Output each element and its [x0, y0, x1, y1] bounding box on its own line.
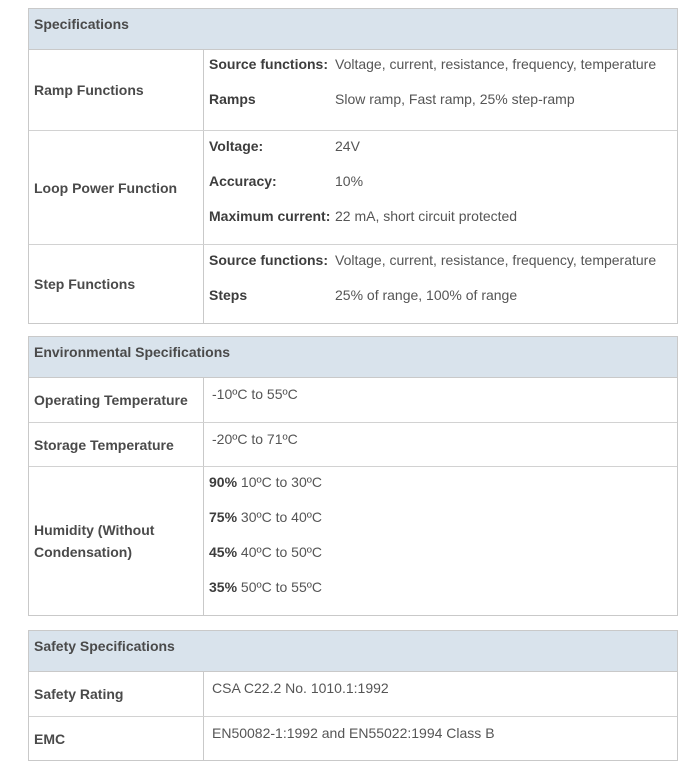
operating-temperature-value: -10ºC to 55ºC — [212, 386, 298, 402]
safety-rating-row — [29, 672, 677, 716]
humidity-line: 35% 50ºC to 55ºC — [209, 579, 322, 595]
loop-accuracy-line: Accuracy: 10% — [209, 173, 364, 189]
row-label: Humidity (Without Condensation) — [29, 467, 204, 615]
humidity-line: 75% 30ºC to 40ºC — [209, 509, 322, 525]
row-label: Step Functions — [29, 245, 204, 323]
row-label: Storage Temperature — [29, 423, 204, 466]
row-label: Operating Temperature — [29, 378, 204, 422]
ramp-functions-row — [29, 50, 677, 130]
humidity-row — [29, 466, 677, 615]
storage-temperature-value: -20ºC to 71ºC — [212, 431, 298, 447]
row-label: Loop Power Function — [29, 131, 204, 244]
loop-power-row — [29, 130, 677, 244]
ramp-source-line: Source functions: Voltage, current, resistance, frequency, temperature — [209, 56, 657, 72]
safety-table — [28, 630, 678, 761]
humidity-line: 90% 10ºC to 30ºC — [209, 474, 322, 490]
environmental-table — [28, 336, 678, 616]
storage-temperature-row — [29, 422, 677, 466]
step-functions-row — [29, 244, 677, 323]
humidity-line: 45% 40ºC to 50ºC — [209, 544, 322, 560]
environmental-header: Environmental Specifications — [29, 337, 677, 378]
loop-voltage-line: Voltage: 24V — [209, 138, 360, 154]
step-source-line: Source functions: Voltage, current, resistance, frequency, temperature — [209, 252, 657, 268]
emc-value: EN50082-1:1992 and EN55022:1994 Class B — [212, 725, 495, 741]
safety-header: Safety Specifications — [29, 631, 677, 672]
loop-max-current-line: Maximum current: 22 mA, short circuit protected — [209, 208, 518, 224]
row-label: Ramp Functions — [29, 50, 204, 130]
steps-line: Steps 25% of range, 100% of range — [209, 287, 518, 303]
operating-temperature-row — [29, 378, 677, 422]
row-label: EMC — [29, 717, 204, 760]
specifications-table — [28, 8, 678, 324]
ramps-line: Ramps Slow ramp, Fast ramp, 25% step-ramp — [209, 91, 575, 107]
specifications-header: Specifications — [29, 9, 677, 50]
row-label: Safety Rating — [29, 672, 204, 716]
safety-rating-value: CSA C22.2 No. 1010.1:1992 — [212, 680, 389, 696]
emc-row — [29, 716, 677, 760]
